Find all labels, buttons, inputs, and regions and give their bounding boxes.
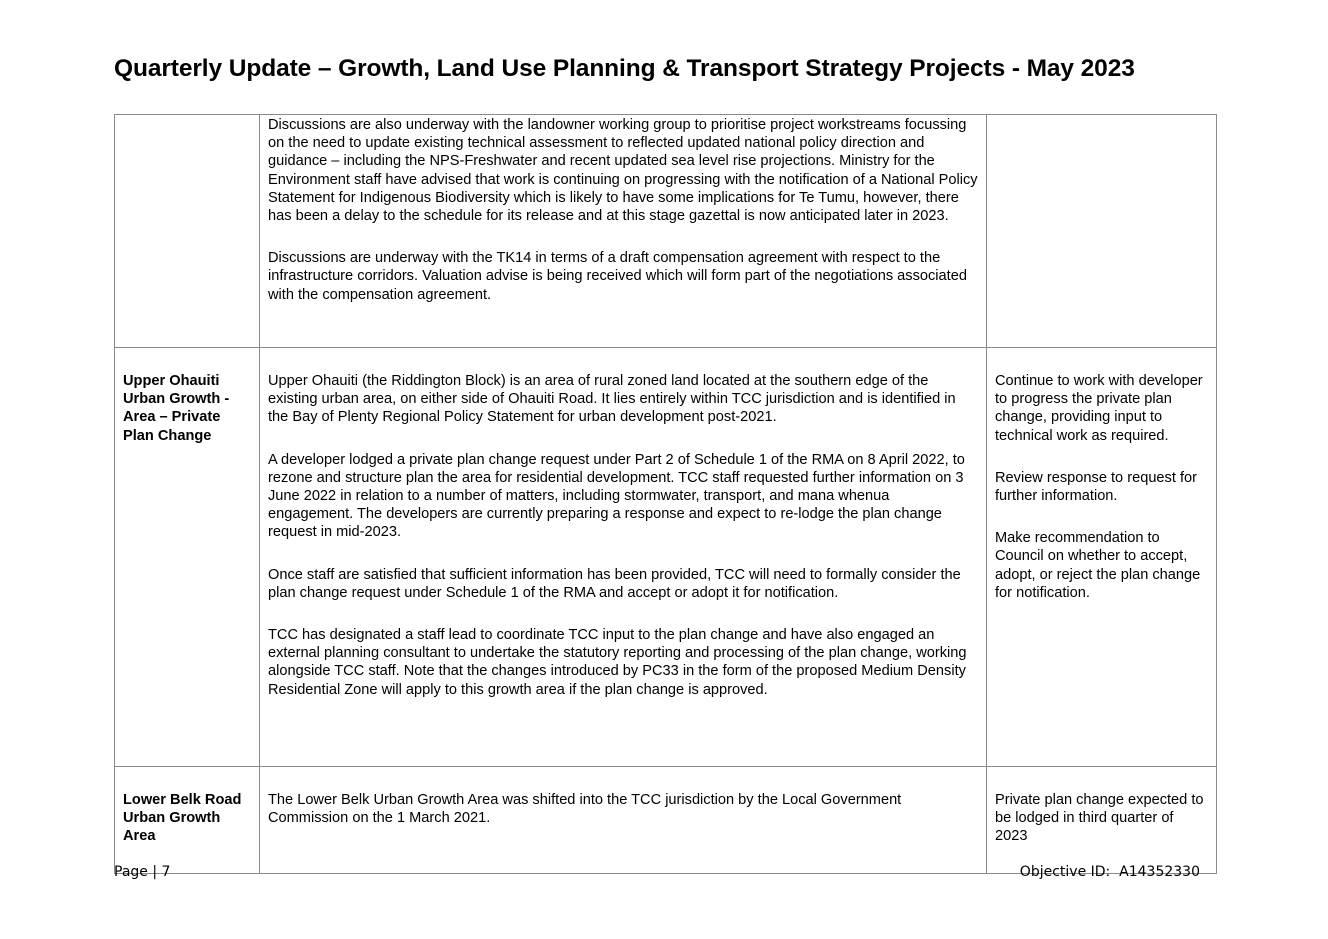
update-paragraph: Once staff are satisfied that sufficient information has been provided, TCC will need to formally consider the plan change request under Schedule 1 of the RMA and accept or adopt it for notification. bbox=[268, 566, 961, 601]
update-paragraph: A developer lodged a private plan change request under Part 2 of Schedule 1 of the RMA on 8 April 2022, to rezone and structure plan the area for residential development. TCC staff requested further information on 3 June 2022 in relation to a number of matters, including stormwater, transport, and mana whenua engagement. The developers are currently preparing a response and expect to re-lodge the plan change request in mid-2023. bbox=[268, 451, 965, 541]
next-step-paragraph: Review response to request for further information. bbox=[995, 469, 1197, 505]
next-step-paragraph: Private plan change expected to be lodged in third quarter of 2023 bbox=[995, 792, 1204, 845]
project-update-cell bbox=[260, 348, 987, 767]
project-update-cell bbox=[260, 767, 987, 874]
page-number: Page | 7 bbox=[114, 864, 171, 880]
projects-table bbox=[114, 114, 1217, 874]
project-name: Upper Ohauiti Urban Growth - Area – Private Plan Change bbox=[123, 373, 230, 444]
update-paragraph: Discussions are underway with the TK14 in terms of a draft compensation agreement with respect to the infrastructure corridors. Valuation advise is being received which will form part of the negotiations associated with the compensation agreement. bbox=[268, 250, 967, 303]
project-name-cell bbox=[115, 767, 260, 874]
update-paragraph: Discussions are also underway with the landowner working group to prioritise project workstreams focussing on the need to update existing technical assessment to reflected updated national policy direction and guidance – including the NPS-Freshwater and recent updated sea level rise projections. Ministry for the Environment staff have advised that work is continuing on progressing with the notification of a National Policy Statement for Indigenous Biodiversity which is likely to have some implications for Te Tumu, however, there has been a delay to the schedule for its release and at this stage gazettal is now anticipated later in 2023. bbox=[268, 117, 978, 225]
project-update-cell bbox=[260, 115, 987, 348]
update-paragraph: The Lower Belk Urban Growth Area was shifted into the TCC jurisdiction by the Local Government Commission on the 1 March 2021. bbox=[268, 792, 902, 827]
table-row bbox=[115, 767, 1217, 874]
table-row bbox=[115, 348, 1217, 767]
next-steps-cell bbox=[987, 767, 1217, 874]
table-row bbox=[115, 115, 1217, 348]
project-name: Lower Belk Road Urban Growth Area bbox=[123, 792, 242, 845]
next-steps-cell bbox=[987, 115, 1217, 348]
next-steps-cell bbox=[987, 348, 1217, 767]
next-step-paragraph: Make recommendation to Council on whether to accept, adopt, or reject the plan change for notification. bbox=[995, 530, 1201, 601]
project-name-cell bbox=[115, 115, 260, 348]
next-step-paragraph: Continue to work with developer to progress the private plan change, providing input to technical work as required. bbox=[995, 373, 1203, 444]
update-paragraph: Upper Ohauiti (the Riddington Block) is an area of rural zoned land located at the southern edge of the existing urban area, on either side of Ohauiti Road. It lies entirely within TCC jurisdiction and is identified in the Bay of Plenty Regional Policy Statement for urban development post-2021. bbox=[268, 373, 956, 426]
objective-id: Objective ID: A14352330 bbox=[1019, 864, 1200, 880]
page-title: Quarterly Update – Growth, Land Use Planning & Transport Strategy Projects - May 2023 bbox=[114, 55, 1135, 82]
update-paragraph: TCC has designated a staff lead to coordinate TCC input to the plan change and have also engaged an external planning consultant to undertake the statutory reporting and processing of the plan change, working alongside TCC staff. Note that the changes introduced by PC33 in the form of the proposed Medium Density Residential Zone will apply to this growth area if the plan change is approved. bbox=[268, 627, 967, 698]
project-name-cell bbox=[115, 348, 260, 767]
